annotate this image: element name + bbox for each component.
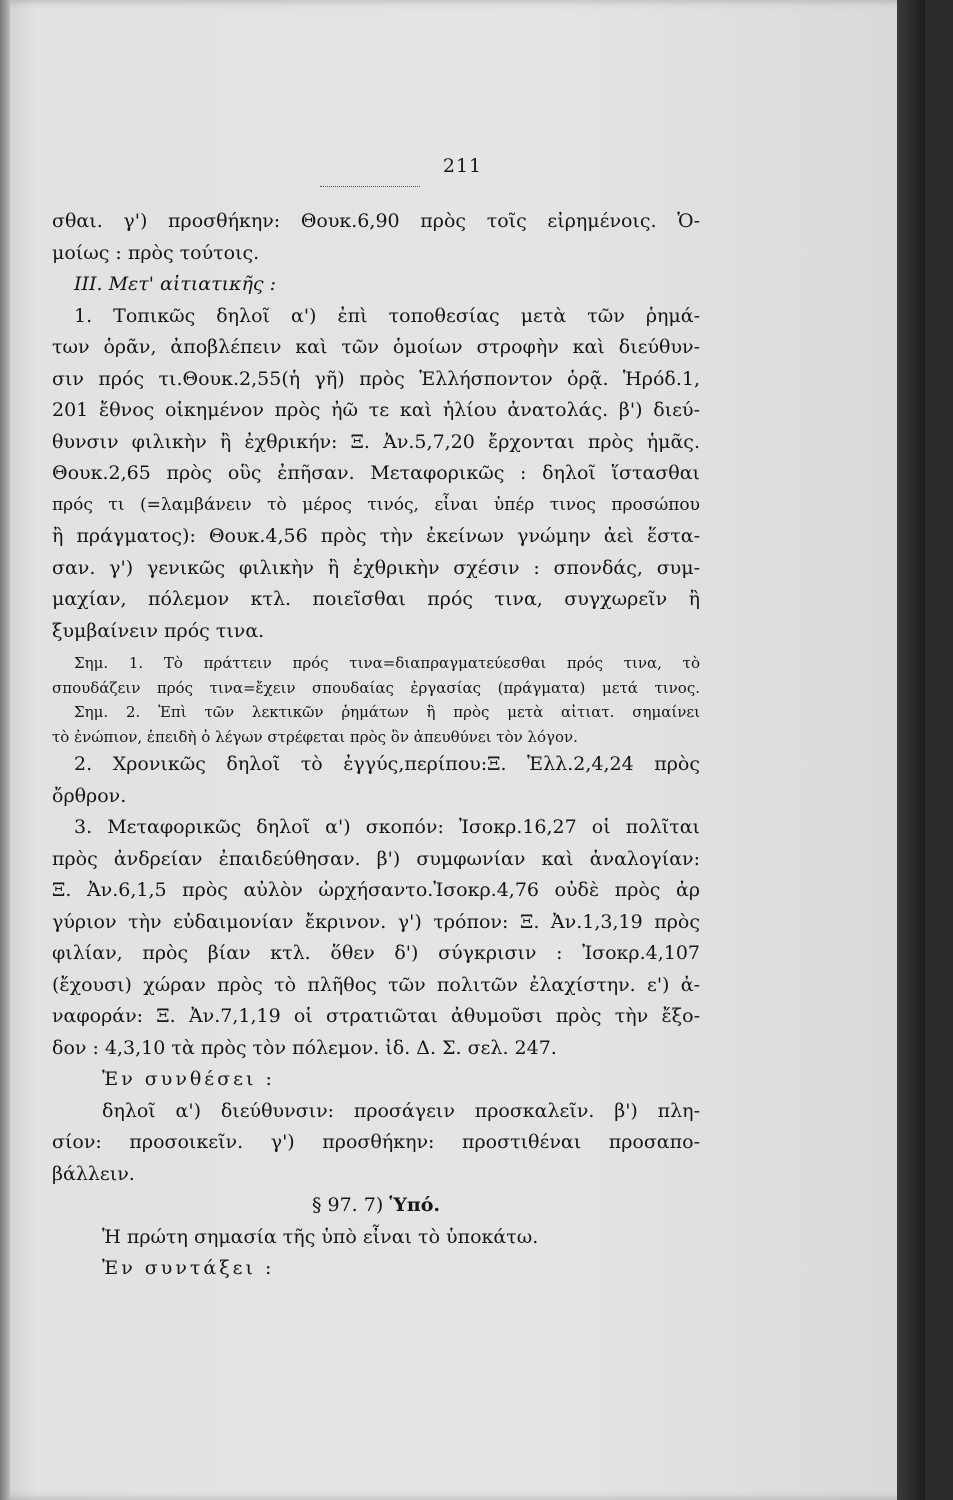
text-line: θυνσιν φιλικὴν ἢ ἐχθρικήν: Ξ. Ἀν.5,7,20 ἔρχονται πρὸς ἡμᾶς. <box>52 430 700 453</box>
text-line: ὄρθρον. <box>52 784 127 807</box>
section-title-word: Ὑπό. <box>389 1194 441 1216</box>
text-line: ναφοράν: Ξ. Ἀν.7,1,19 οἱ στρατιῶται ἀθυμοῦσι πρὸς τὴν ἔξο- <box>52 1005 700 1027</box>
page-spine-shadow <box>0 0 10 1500</box>
text-line: (ἔχουσι) χώραν πρὸς τὸ πλῆθος τῶν πολιτῶν ἐλαχίστην. ε') ἀ- <box>52 973 700 996</box>
text-line: σθαι. γ') προσθήκην: Θουκ.6,90 πρὸς τοῖς εἰρημένοις. Ὁ- <box>52 210 700 232</box>
section-number: § 97. 7) <box>311 1194 384 1216</box>
note-line: Σημ. 1. Τὸ πράττειν πρός τινα=διαπραγματεύεσθαι πρός τινα, τὸ <box>74 654 700 672</box>
subsection-heading: Ἐν συντάξει : <box>102 1257 275 1279</box>
text-line: 1. Τοπικῶς δηλοῖ α') ἐπὶ τοποθεσίας μετὰ τῶν ῥημά- <box>74 304 700 327</box>
note-line: τὸ ἐνώπιον, ἐπειδὴ ὁ λέγων στρέφεται πρὸς ὃν ἀπευθύνει τὸν λόγον. <box>52 727 578 746</box>
text-line: πρός τι (=λαμβάνειν τὸ μέρος τινός, εἶναι ὑπέρ τινος προσώπου <box>52 494 700 515</box>
text-line: των ὁρᾶν, ἀποβλέπειν καὶ τῶν ὁμοίων στροφὴν καὶ διεύθυν- <box>52 336 700 358</box>
text-line: ξυμβαίνειν πρός τινα. <box>52 619 265 642</box>
text-line: Ξ. Ἀν.6,1,5 πρὸς αὐλὸν ὠρχήσαντο.Ἰσοκρ.4,76 οὐδὲ πρὸς ἀρ <box>52 879 700 901</box>
text-line: φιλίαν, πρὸς βίαν κτλ. ὅθεν δ') σύγκρισιν : Ἰσοκρ.4,107 <box>52 942 700 964</box>
text-line: ἢ πράγματος): Θουκ.4,56 πρὸς τὴν ἐκείνων γνώμην ἀεὶ ἕστα- <box>52 525 700 547</box>
text-line: σίον: προσοικεῖν. γ') προσθήκην: προστιθέναι προσαπο- <box>52 1131 700 1153</box>
text-line: γύριον τὴν εὐδαιμονίαν ἔκρινον. γ') τρόπον: Ξ. Ἀν.1,3,19 πρὸς <box>52 910 700 933</box>
subsection-heading: Ἐν συνθέσει : <box>102 1068 275 1090</box>
text-line: σαν. γ') γενικῶς φιλικὴν ἢ ἐχθρικὴν σχέσιν : σπονδάς, συμ- <box>52 556 700 579</box>
text-line: Θουκ.2,65 πρὸς οὓς ἐπῆσαν. Μεταφορικῶς : δηλοῖ ἵστασθαι <box>52 462 700 484</box>
section-heading: III. Μετ' αἰτιατικῆς : <box>74 273 276 295</box>
note-line: Σημ. 2. Ἐπὶ τῶν λεκτικῶν ῥημάτων ἢ πρὸς μετὰ αἰτιατ. σημαίνει <box>74 703 700 721</box>
text-line: πρὸς ἀνδρείαν ἐπαιδεύθησαν. β') συμφωνίαν καὶ ἀναλογίαν: <box>52 847 700 870</box>
text-line: 2. Χρονικῶς δηλοῖ τὸ ἐγγύς,περίπου:Ξ. Ἑλλ.2,4,24 πρὸς <box>74 753 700 775</box>
section-title <box>52 1190 700 1222</box>
page-number-rule <box>320 186 420 187</box>
text-line: δηλοῖ α') διεύθυνσιν: προσάγειν προσκαλεῖν. β') πλη- <box>102 1099 700 1122</box>
page-number: 211 <box>442 155 483 177</box>
text-line: Ἡ πρώτη σημασία τῆς ὑπὸ εἶναι τὸ ὑποκάτω. <box>102 1225 539 1248</box>
text-line: σιν πρός τι.Θουκ.2,55(ἡ γῆ) πρὸς Ἑλλήσποντον ὁρᾷ. Ἡρόδ.1, <box>52 367 700 390</box>
text-line: δον : 4,3,10 τὰ πρὸς τὸν πόλεμον. ἰδ. Δ. Σ. σελ. 247. <box>52 1036 557 1059</box>
text-line: 201 ἔθνος οἰκημένον πρὸς ἠῶ τε καὶ ἡλίου ἀνατολάς. β') διεύ- <box>52 399 700 421</box>
text-line: μοίως : πρὸς τούτοις. <box>52 241 260 264</box>
page-edge-shadow <box>897 0 925 1500</box>
text-line: 3. Μεταφορικῶς δηλοῖ α') σκοπόν: Ἰσοκρ.16,27 οἱ πολῖται <box>74 816 700 838</box>
text-line: βάλλειν. <box>52 1162 135 1185</box>
note-line: σπουδάζειν πρός τινα=ἔχειν σπουδαίας ἐργασίας (πράγματα) μετά τινος. <box>52 678 700 697</box>
text-line: μαχίαν, πόλεμον κτλ. ποιεῖσθαι πρός τινα, συγχωρεῖν ἢ <box>52 588 700 610</box>
page-body <box>52 206 700 1285</box>
